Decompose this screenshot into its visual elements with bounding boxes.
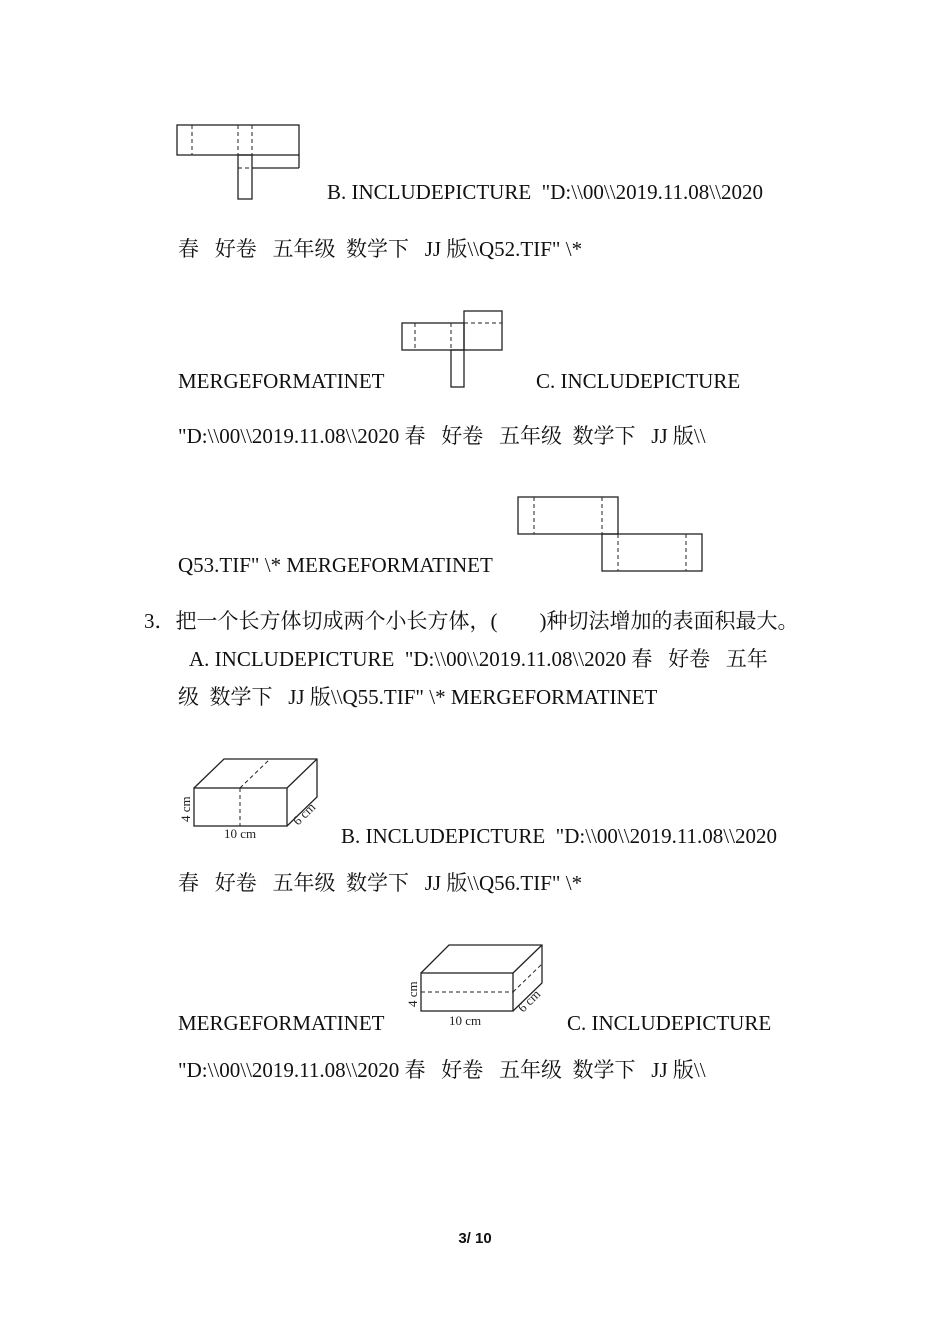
length-label: 10 cm bbox=[449, 1013, 482, 1028]
depth-label: 6 cm bbox=[289, 799, 319, 829]
line-path-1: "D:\\00\\2019.11.08\\2020 春 好卷 五年级 数学下 JJ 版\\ bbox=[178, 424, 706, 448]
page-number: 3/ 10 bbox=[458, 1230, 492, 1247]
line-merge-3: MERGEFORMATINET bbox=[178, 1011, 385, 1035]
cuboid-net-figure-3 bbox=[517, 496, 707, 574]
height-label: 4 cm bbox=[405, 981, 420, 1007]
line-option-b2: B. INCLUDEPICTURE "D:\\00\\2019.11.08\\2020 bbox=[341, 824, 777, 848]
line-option-c2: C. INCLUDEPICTURE bbox=[567, 1011, 772, 1035]
line-option-b-cont: 春 好卷 五年级 数学下 JJ 版\\Q52.TIF" \* bbox=[178, 237, 583, 261]
line-merge-2: Q53.TIF" \* MERGEFORMATINET bbox=[178, 553, 493, 577]
line-merge-1: MERGEFORMATINET bbox=[178, 369, 385, 393]
length-label: 10 cm bbox=[224, 826, 257, 841]
line-option-b: B. INCLUDEPICTURE "D:\\00\\2019.11.08\\2020 bbox=[327, 180, 763, 204]
line-path-2: "D:\\00\\2019.11.08\\2020 春 好卷 五年级 数学下 JJ 版\\ bbox=[178, 1058, 706, 1082]
depth-label: 6 cm bbox=[514, 986, 544, 1016]
question-3: 3．把一个长方体切成两个小长方体，( )种切法增加的表面积最大。 bbox=[144, 609, 799, 633]
cuboid-net-figure-1 bbox=[176, 124, 302, 202]
cuboid-net-figure-2 bbox=[401, 310, 505, 390]
cuboid-figure-b bbox=[403, 943, 555, 1031]
line-option-c: C. INCLUDEPICTURE bbox=[536, 369, 741, 393]
line-option-a: A. INCLUDEPICTURE "D:\\00\\2019.11.08\\2020 春 好卷 五年 bbox=[189, 647, 768, 671]
line-option-a-cont: 级 数学下 JJ 版\\Q55.TIF" \* MERGEFORMATINET bbox=[178, 685, 658, 709]
height-label: 4 cm bbox=[178, 796, 193, 822]
line-option-b2-cont: 春 好卷 五年级 数学下 JJ 版\\Q56.TIF" \* bbox=[178, 871, 583, 895]
cuboid-figure-a bbox=[176, 756, 328, 844]
